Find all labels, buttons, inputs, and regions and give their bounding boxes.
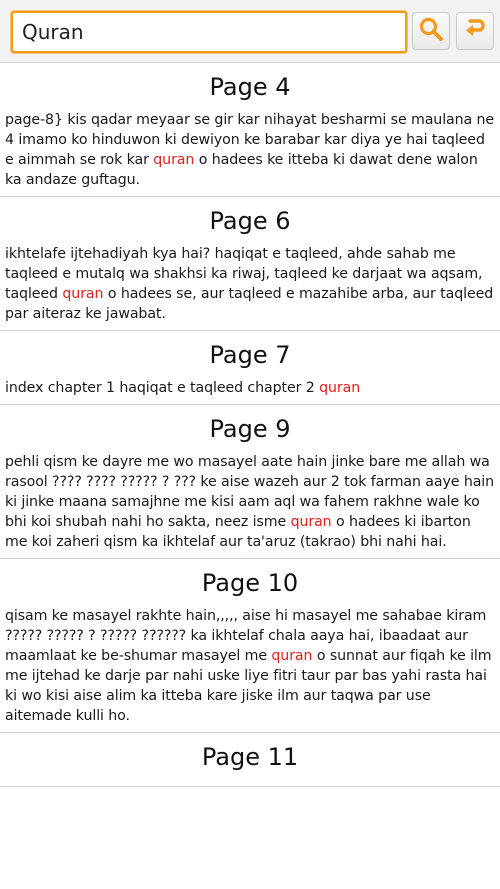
search-result-item[interactable] xyxy=(0,197,500,331)
snippet-text: qisam ke masayel rakhte hain,,,,, aise hi masayel me sahabae kiram ????? ????? ? ????? ?????? ka ikhtelaf chala aaya hai, ibaadaat aur maamlaat ke be-shumar masayel me xyxy=(5,608,487,664)
result-snippet xyxy=(5,606,495,726)
search-result-item[interactable] xyxy=(0,405,500,559)
search-button[interactable] xyxy=(412,12,450,50)
magnifier-icon xyxy=(418,16,444,46)
result-page-title: Page 10 xyxy=(201,569,299,597)
highlighted-match: quran xyxy=(319,380,361,396)
result-snippet xyxy=(5,378,495,398)
snippet-text: ikhtelafe ijtehadiyah kya hai? haqiqat e taqleed, ahde sahab me taqleed e mutalq wa shakhsi ka riwaj, taqleed ke darjaat wa aqsam, taqleed xyxy=(5,246,483,302)
snippet-text: o hadees se, aur taqleed e mazahibe arba, aur taqleed par aiteraz ke jawabat. xyxy=(5,286,494,322)
highlighted-match: quran xyxy=(290,514,332,530)
highlighted-match: quran xyxy=(62,286,104,302)
result-page-title: Page 11 xyxy=(201,743,299,771)
search-result-item[interactable] xyxy=(0,63,500,197)
snippet-text: page-8} kis qadar meyaar se gir kar nihayat besharmi se maulana ne 4 imamo ko hinduwon ki dewiyon ke barabar kar diya ye hai taqleed e aimmah se rok kar xyxy=(5,112,495,168)
result-page-title: Page 9 xyxy=(209,415,291,443)
back-button[interactable] xyxy=(456,12,494,50)
result-snippet xyxy=(5,110,495,190)
result-snippet xyxy=(5,452,495,552)
result-snippet xyxy=(5,244,495,324)
snippet-text: o hadees ke itteba ki dawat dene walon ka andaze guftagu. xyxy=(5,152,478,188)
search-toolbar xyxy=(0,0,500,63)
snippet-text: index chapter 1 haqiqat e taqleed chapter 2 xyxy=(5,380,320,396)
search-result-item[interactable] xyxy=(0,559,500,733)
search-input[interactable] xyxy=(11,11,407,53)
highlighted-match: quran xyxy=(271,648,313,664)
search-result-item[interactable] xyxy=(0,733,500,787)
search-result-item[interactable] xyxy=(0,331,500,405)
snippet-text: pehli qism ke dayre me wo masayel aate hain jinke bare me allah wa rasool ???? ???? ????? ? ??? ke aise wazeh aur 2 tok farman aaye hain ki jinke maana samajhne me kisi aam aql wa fahem rakhne wale ko bhi koi shubah nahi ho sakta, neez isme xyxy=(5,454,495,530)
result-page-title: Page 6 xyxy=(209,207,291,235)
snippet-text: o sunnat aur fiqah ke ilm me ijtehad ke darje par nahi uske liye fitri taur par bas yahi rasta hai ki wo kisi aise alim ka itteba kare jiske ilm aur taqwa par use aitemade kulli ho. xyxy=(5,648,492,724)
snippet-text: o hadees ki ibarton me koi zaheri qism ka ikhtelaf aur ta'aruz (takrao) bhi nahi hai. xyxy=(5,514,471,550)
result-page-title: Page 7 xyxy=(209,341,291,369)
results-list[interactable] xyxy=(0,63,500,889)
highlighted-match: quran xyxy=(153,152,195,168)
result-page-title: Page 4 xyxy=(209,73,291,101)
return-arrow-icon xyxy=(464,18,486,44)
